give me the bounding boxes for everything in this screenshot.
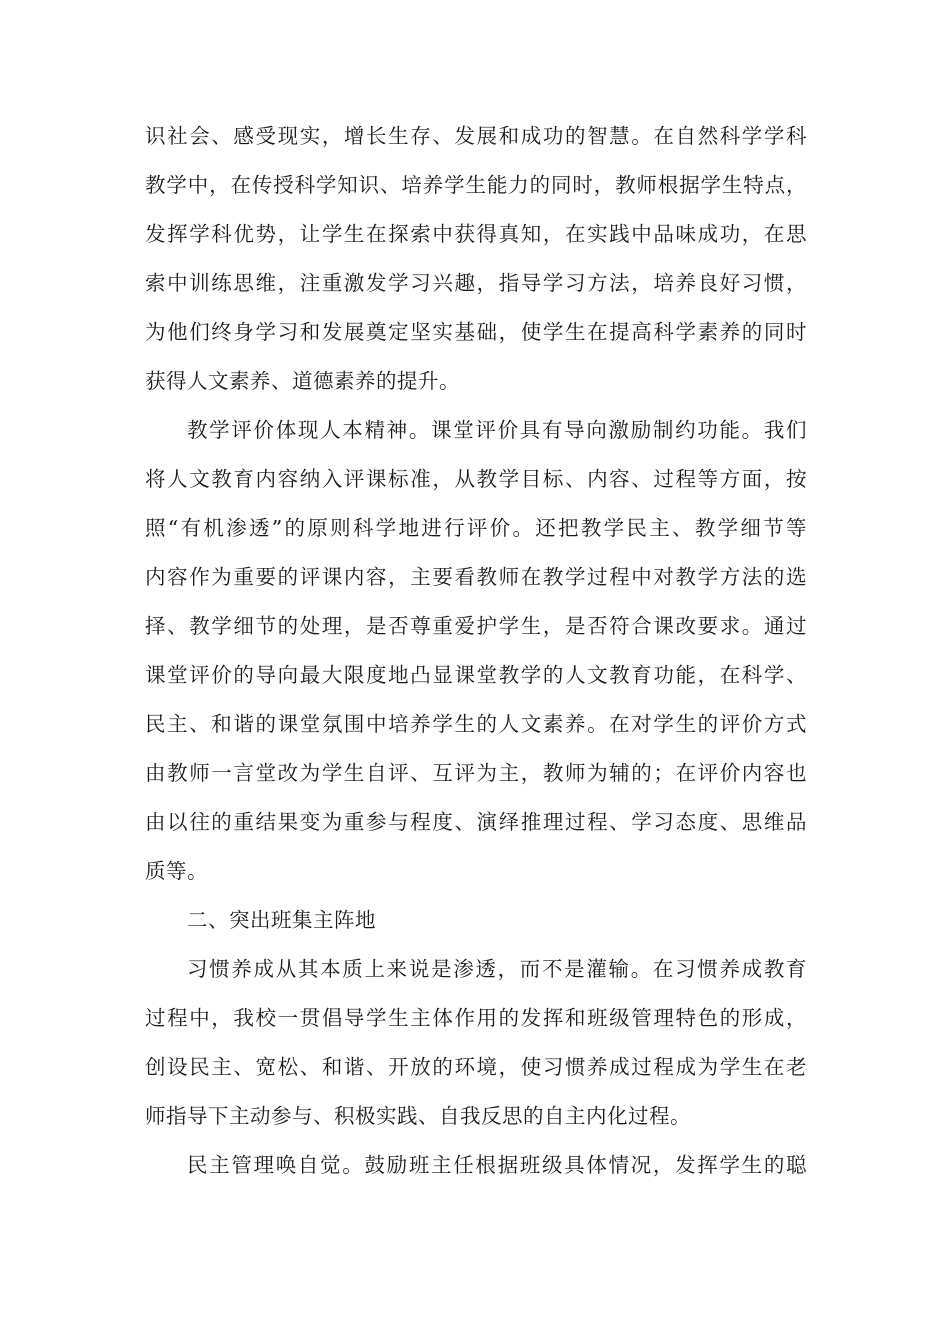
document-page [145,112,807,1190]
paragraph-humanities-in-science [145,112,807,406]
text-line: 获得人文素养、道德素养的提升。 [145,369,460,393]
paragraph-democratic-management [145,1141,807,1190]
text-line: 发挥学科优势，让学生在探索中获得真知，在实践中品味成功，在思 [145,222,807,246]
text-line: 内容作为重要的评课内容，主要看教师在教学过程中对教学方法的选 [145,565,807,589]
text-line: 择、教学细节的处理，是否尊重爱护学生，是否符合课改要求。通过 [145,614,807,638]
text-line: 将人文教育内容纳入评课标准，从教学目标、内容、过程等方面，按 [145,467,807,491]
section-heading: 二、突出班集主阵地 [187,908,376,932]
text-line: 师指导下主动参与、积极实践、自我反思的自主内化过程。 [145,1104,691,1128]
text-line: 习惯养成从其本质上来说是渗透，而不是灌输。在习惯养成教育 [187,957,807,981]
text-line: 课堂评价的导向最大限度地凸显课堂教学的人文教育功能，在科学、 [145,663,807,687]
text-line: 创设民主、宽松、和谐、开放的环境，使习惯养成过程成为学生在老 [145,1055,807,1079]
text-line: 由教师一言堂改为学生自评、互评为主，教师为辅的；在评价内容也 [145,761,807,785]
text-line: 教学中，在传授科学知识、培养学生能力的同时，教师根据学生特点， [145,173,807,197]
text-line: 识社会、感受现实，增长生存、发展和成功的智慧。在自然科学学科 [145,124,807,148]
text-line: 教学评价体现人本精神。课堂评价具有导向激励制约功能。我们 [187,418,807,442]
text-line: 民主、和谐的课堂氛围中培养学生的人文素养。在对学生的评价方式 [145,712,807,736]
text-line: 由以往的重结果变为重参与程度、演绎推理过程、学习态度、思维品 [145,810,807,834]
paragraph-teaching-evaluation [145,406,807,896]
text-line: 照“有机渗透”的原则科学地进行评价。还把教学民主、教学细节等 [145,516,807,540]
text-line: 质等。 [145,859,208,883]
text-line: 为他们终身学习和发展奠定坚实基础，使学生在提高科学素养的同时 [145,320,807,344]
paragraph-habit-formation [145,945,807,1141]
text-line: 索中训练思维，注重激发学习兴趣，指导学习方法，培养良好习惯， [145,271,807,295]
text-line: 民主管理唤自觉。鼓励班主任根据班级具体情况，发挥学生的聪 [187,1153,807,1177]
section-heading-class-collective [145,896,807,945]
text-line: 过程中，我校一贯倡导学生主体作用的发挥和班级管理特色的形成， [145,1006,807,1030]
